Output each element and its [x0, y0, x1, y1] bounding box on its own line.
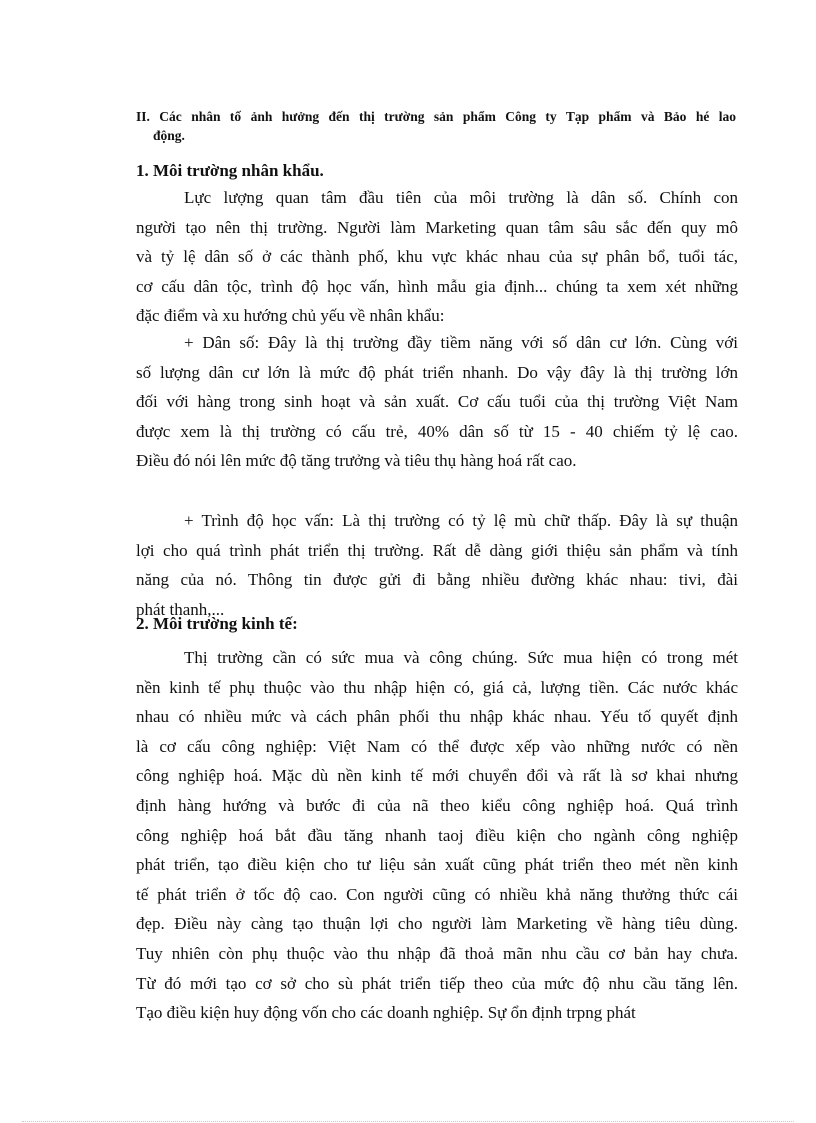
paragraph-line: Tuy nhiên còn phụ thuộc vào thu nhập đã thoả mãn nhu cầu cơ bản hay chưa. [136, 943, 738, 963]
paragraph-line: lợi cho quá trình phát triển thị trường. Rất dễ dàng giới thiệu sản phẩm và tính [136, 540, 738, 560]
paragraph-line: được xem là thị trường có cấu trẻ, 40% dân số từ 15 - 40 chiếm tỷ lệ cao. [136, 421, 738, 441]
paragraph-line: công nghiệp hoá. Mặc dù nền kinh tế mới chuyển đổi và rất là sơ khai nhưng [136, 766, 738, 786]
paragraph-population-intro [136, 183, 738, 331]
paragraph-line: tế phát triển ở tốc độ cao. Con người cũng có nhiều khả năng thưởng thức cái [136, 884, 738, 904]
paragraph-line: Thị trường cần có sức mua và công chúng. Sức mua hiện có trong mét [184, 648, 738, 667]
paragraph-line: Từ đó mới tạo cơ sở cho sù phát triển tiếp theo của mức độ nhu cầu tăng lên. [136, 973, 738, 993]
paragraph-line: là cơ cấu công nghiệp: Việt Nam có thể được xếp vào những nước có nền [136, 736, 738, 756]
paragraph-line: Điều đó nói lên mức độ tăng trưởng và tiêu thụ hàng hoá rất cao. [136, 451, 577, 471]
section-title-line-1: II. Các nhân tố ảnh hưởng đến thị trường sản phẩm Công ty Tạp phẩm và Bảo hé lao [136, 109, 736, 124]
paragraph-line: số lượng dân cư lớn là mức độ phát triển nhanh. Do vậy đây là thị trường lớn [136, 362, 738, 382]
paragraph-economic-environment [136, 643, 738, 1028]
paragraph-population-size [136, 328, 738, 476]
paragraph-line: phát thanh,... [136, 599, 225, 619]
paragraph-line: Lực lượng quan tâm đầu tiên của môi trường là dân số. Chính con [184, 188, 738, 207]
section-title-line-2: động. [153, 128, 185, 143]
heading-demographic-environment: 1. Môi trường nhân khẩu. [136, 161, 324, 180]
paragraph-line: cơ cấu dân tộc, trình độ học vấn, hình mẫu gia định... chúng ta xem xét những [136, 276, 738, 296]
paragraph-line: công nghiệp hoá bắt đầu tăng nhanh taoj điều kiện cho ngành công nghiệp [136, 825, 738, 845]
paragraph-education-level [136, 506, 738, 624]
paragraph-line: năng của nó. Thông tin được gửi đi bằng nhiều đường khác nhau: tivi, đài [136, 570, 738, 590]
paragraph-line: người tạo nên thị trường. Người làm Marketing quan tâm sâu sắc đến quy mô [136, 217, 738, 237]
paragraph-line: nhau có nhiều mức và cách phân phối thu nhập khác nhau. Yếu tố quyết định [136, 707, 738, 727]
paragraph-line: + Dân số: Đây là thị trường đầy tiềm năng với số dân cư lớn. Cùng với [184, 333, 738, 352]
paragraph-line: định hàng hướng và bước đi của nã theo kiểu công nghiệp hoá. Quá trình [136, 795, 738, 815]
paragraph-line: đặc điểm và xu hướng chủ yếu về nhân khẩu: [136, 306, 445, 326]
page-bottom-dotted-rule [22, 1121, 794, 1122]
paragraph-line: đối với hàng trong sinh hoạt và sản xuất. Cơ cấu tuổi của thị trường Việt Nam [136, 392, 738, 412]
section-title [136, 107, 736, 145]
paragraph-line: và tỷ lệ dân số ở các thành phố, khu vực khác nhau của sự phân bổ, tuổi tác, [136, 247, 738, 267]
paragraph-line: đẹp. Điều này càng tạo thuận lợi cho người làm Marketing về hàng tiêu dùng. [136, 914, 738, 934]
paragraph-line: + Trình độ học vấn: Là thị trường có tỷ lệ mù chữ thấp. Đây là sự thuận [184, 511, 738, 530]
paragraph-line: phát triển, tạo điều kiện cho tư liệu sản xuất cũng phát triển theo mét nền kinh [136, 855, 738, 875]
paragraph-line: nền kinh tế phụ thuộc vào thu nhập hiện có, giá cả, lượng tiền. Các nước khác [136, 677, 738, 697]
heading-economic-environment: 2. Môi trường kinh tế: [136, 614, 298, 633]
paragraph-line: Tạo điều kiện huy động vốn cho các doanh nghiệp. Sự ổn định trpng phát [136, 1003, 636, 1023]
